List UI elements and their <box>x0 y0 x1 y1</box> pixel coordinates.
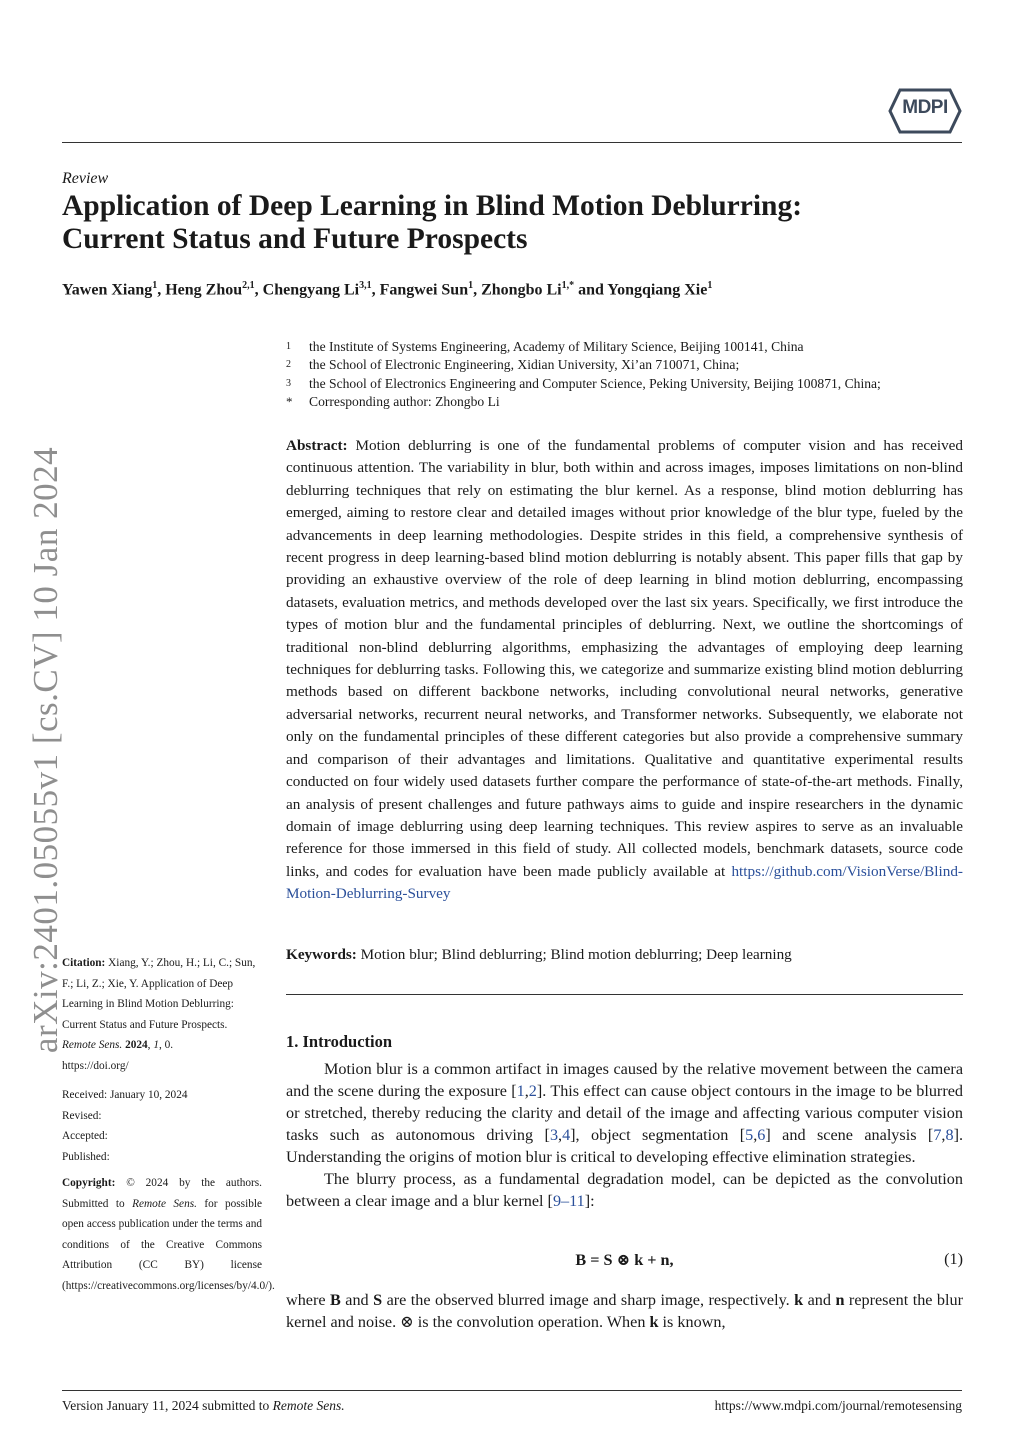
citation-ref-link[interactable]: 7 <box>933 1126 942 1144</box>
math-symbol: n <box>835 1291 845 1309</box>
footer-version <box>62 1398 345 1414</box>
keywords <box>286 946 963 964</box>
affiliations <box>286 338 976 411</box>
received-date: Received: January 10, 2024 <box>62 1089 188 1101</box>
citation-journal: Remote Sens. <box>62 1039 123 1052</box>
affiliation-mark: * <box>286 393 293 409</box>
author-affiliation-mark: 3,1 <box>359 280 372 291</box>
math-symbol: B <box>330 1291 341 1309</box>
math-symbol: S <box>373 1291 383 1309</box>
author-affiliation-mark: 1,* <box>561 280 575 291</box>
mdpi-logo <box>888 88 962 134</box>
intro-paragraph-2: The blurry process, as a fundamental degradation model, can be depicted as the convolution between a clear image and a blur kernel [9–11]: <box>286 1170 963 1210</box>
affiliation-item <box>286 338 976 356</box>
footer-journal: Remote Sens. <box>272 1398 345 1413</box>
affiliation-text: the School of Electronic Engineering, Xidian University, Xi’an 710071, China; <box>309 357 740 373</box>
abstract-text: Motion deblurring is one of the fundamental problems of computer vision and has received continuous attention. The variability in blur, both within and across images, imposes limitations on non-blind deblurring techniques that rely on estimating the blur kernel. As a response, blind motion deblurring has emerged, aiming to restore clear and detailed images without prior knowledge of the blur type, fueled by the advancements in deep learning methodologies. Despite strides in this field, a comprehensive synthesis of recent progress in deep learning-based blind motion deblurring is notably absent. This paper fills that gap by providing an exhaustive overview of the role of deep learning in blind motion deblurring, encompassing datasets, evaluation metrics, and methods developed over the last six years. Specifically, we first introduce the types of motion blur and the fundamental principles of deblurring. Next, we outline the shortcomings of traditional non-blind deblurring algorithms, emphasizing the advantages of employing deep learning techniques for deblurring tasks. Following this, we categorize and summarize existing blind motion deblurring methods based on different backbone networks, including convolutional neural networks, generative adversarial networks, recurrent neural networks, and Transformer networks. Subsequently, we elaborate not only on the fundamental principles of these different categories but also provide a comprehensive summary and comparison of their advantages and limitations. Qualitative and quantitative experimental results conducted on four widely used datasets further compare the performance of state-of-the-art methods. Finally, an analysis of present challenges and future pathways aims to guide and inspire researchers in the dynamic domain of image deblurring using deep learning techniques. This review aspires to serve as an invaluable reference for those immersed in this field of study. All collected models, benchmark datasets, source code links, and codes for evaluation have been made publicly available at <box>286 437 964 880</box>
abstract-label: Abstract: <box>286 437 348 454</box>
affiliation-item <box>286 393 976 411</box>
affiliation-item <box>286 356 976 374</box>
abstract <box>286 435 963 906</box>
copyright-label: Copyright: <box>62 1177 116 1189</box>
intro-body <box>286 1058 963 1212</box>
math-symbol: k <box>794 1291 804 1309</box>
affiliation-mark: 3 <box>286 377 291 389</box>
author-name: Yawen Xiang <box>62 281 153 299</box>
author-name: Zhongbo Li <box>481 281 562 299</box>
author-name: Heng Zhou <box>165 281 243 299</box>
citation-year: 2024 <box>125 1039 148 1052</box>
paper-title <box>62 190 962 256</box>
affiliation-item <box>286 375 976 393</box>
footer-version-text: Version January 11, 2024 submitted to <box>62 1398 270 1413</box>
citation-block: Citation: Xiang, Y.; Zhou, H.; Li, C.; Sun, F.; Li, Z.; Xie, Y. Application of Deep Learning in Blind Motion Deblurring: Current Status and Future Prospects. Remote Sens. 2024, 1, 0. https://doi.org/ <box>62 953 262 1077</box>
citation-ref-link[interactable]: 6 <box>757 1126 766 1144</box>
article-type: Review <box>62 170 109 187</box>
author-list: Yawen Xiang$^1$, Heng Zhou$^{2,1}$, Chengyang Li$^{3,1}$, Fangwei Sun$^1$, Zhongbo $Li^{1,*}$ and Yongqiang Xie$^1$ <box>62 280 713 299</box>
citation-ref-link[interactable]: 5 <box>745 1126 754 1144</box>
citation-ref-link[interactable]: 3 <box>549 1126 559 1144</box>
author-name: Chengyang Li <box>262 281 360 299</box>
header-rule <box>62 142 962 143</box>
author-name: Fangwei Sun <box>379 281 469 299</box>
citation-ref-link[interactable]: 2 <box>528 1082 537 1100</box>
revised-date: Revised: <box>62 1109 102 1122</box>
accepted-date: Accepted: <box>62 1130 108 1143</box>
title-line-1: Application of Deep Learning in Blind Motion Deblurring: <box>62 190 803 222</box>
citation-ref-link[interactable]: 8 <box>945 1126 954 1144</box>
section-rule <box>286 994 963 995</box>
author-affiliation-mark: 1 <box>152 280 158 291</box>
keywords-label: Keywords: <box>286 946 357 963</box>
post-equation-text: where B and S are the observed blurred image and sharp image, respectively. k and n represent the blur kernel and noise. ⊗ is the convolution operation. When k is known, <box>286 1291 964 1331</box>
affiliation-mark: 1 <box>286 341 291 352</box>
keywords-text: Motion blur; Blind deblurring; Blind motion deblurring; Deep learning <box>360 946 792 963</box>
footer-rule <box>62 1390 962 1391</box>
author-name: Yongqiang Xie <box>607 281 708 299</box>
affiliation-text: Corresponding author: Zhongbo Li <box>309 393 500 409</box>
math-symbol: k <box>649 1313 659 1331</box>
arxiv-stamp: arXiv:2401.05055v1 [cs.CV] 10 Jan 2024 <box>26 446 65 1054</box>
published-date: Published: <box>62 1150 110 1163</box>
copyright-text-1: © 2024 by the authors. Submitted to <box>62 1177 262 1210</box>
affiliation-mark: 2 <box>286 359 291 371</box>
citation-ref-link[interactable]: 9–11 <box>552 1192 585 1210</box>
citation-ref-link[interactable]: 1 <box>516 1082 525 1100</box>
copyright-text-2: for possible open access publication under the terms and conditions of the Creative Commons Attribution (CC BY) license (https://creativecommons.org/licenses/by/4.0/). <box>62 1197 275 1292</box>
citation-label: Citation: <box>62 957 106 969</box>
dates-block <box>62 1085 262 1167</box>
section-title: 1. Introduction <box>286 1032 393 1051</box>
citation-doi[interactable]: https://doi.org/ <box>62 1059 129 1072</box>
affiliation-text: the Institute of Systems Engineering, Academy of Military Science, Beijing 100141, China <box>309 339 804 354</box>
copyright-journal: Remote Sens. <box>132 1197 197 1210</box>
citation-text: Xiang, Y.; Zhou, H.; Li, C.; Sun, F.; Li, Z.; Xie, Y. Application of Deep Learning in Blind Motion Deblurring: Current Status and Future Prospects. <box>62 957 256 1031</box>
equation-number: (1) <box>944 1250 963 1268</box>
mdpi-logo-text: MDPI <box>902 97 948 118</box>
affiliation-text: the School of Electronics Engineering and Computer Science, Peking University, Beijing 100871, China; <box>309 375 881 391</box>
citation-pages: , 0. <box>158 1039 174 1052</box>
title-line-2: Current Status and Future Prospects <box>62 223 528 255</box>
equation-formula: B = S ⊗ k + n, <box>575 1251 674 1269</box>
citation-volume: 1 <box>153 1039 159 1052</box>
author-affiliation-mark: 1 <box>707 280 713 291</box>
copyright-block <box>62 1173 275 1297</box>
footer-url[interactable]: https://www.mdpi.com/journal/remotesensing <box>714 1398 962 1413</box>
intro-paragraph-1: Motion blur is a common artifact in images caused by the relative movement between the camera and the scene during the exposure [1,2]. This effect can cause object contours in the image to be blurred or stretched, thereby reducing the clarity and detail of the image and affecting various computer vision tasks such as autonomous driving [3,4], object segmentation [5,6] and scene analysis [7,8]. Understanding the origins of motion blur is critical to developing effective elimination strategies. <box>286 1060 963 1166</box>
author-affiliation-mark: 1 <box>468 280 474 291</box>
github-link[interactable]: https://github.com/VisionVerse/Blind-Motion-Deblurring-Survey <box>286 862 963 903</box>
citation-ref-link[interactable]: 4 <box>562 1126 571 1144</box>
author-affiliation-mark: 2,1 <box>242 280 255 291</box>
